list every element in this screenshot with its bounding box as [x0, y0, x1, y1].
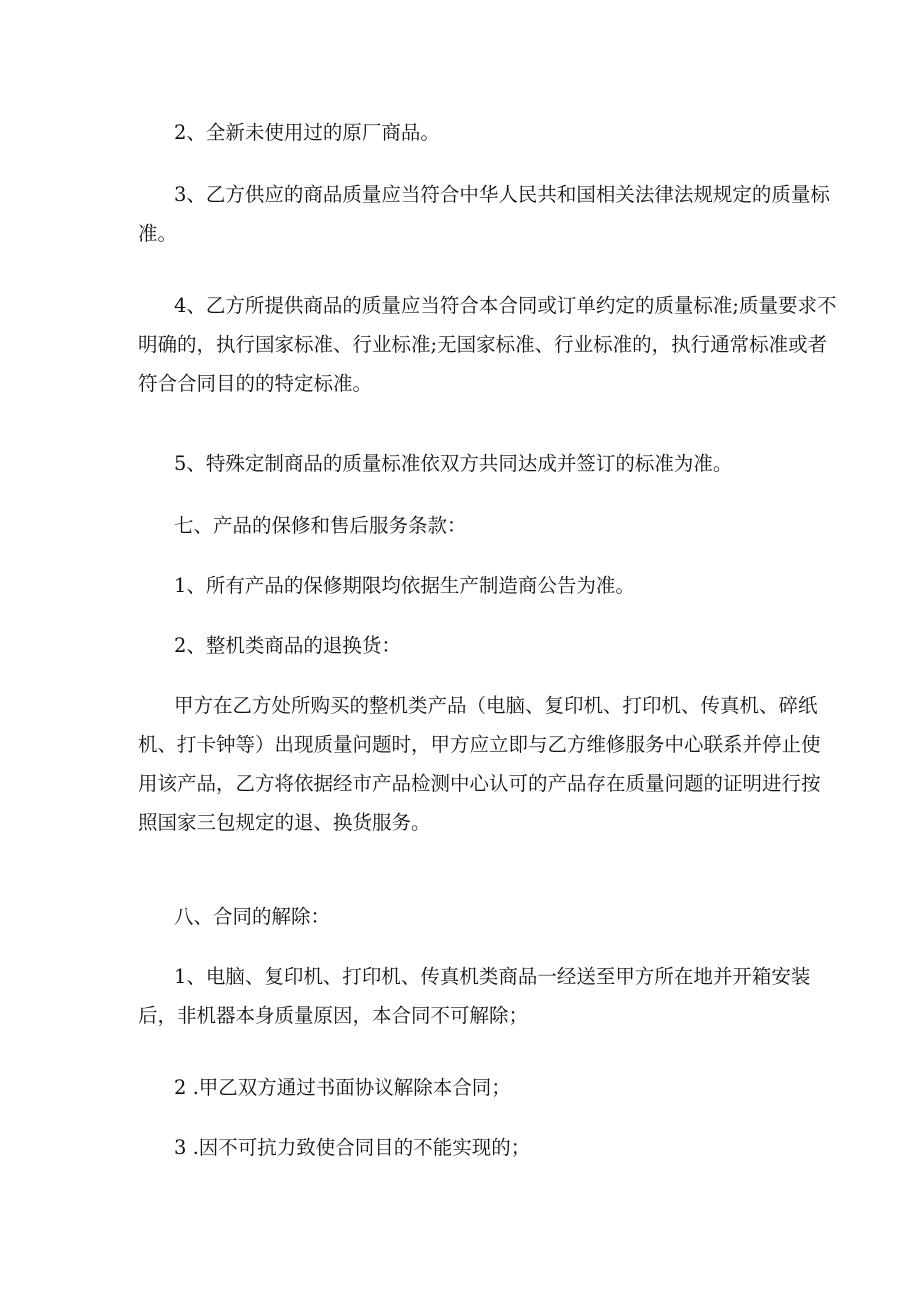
paragraph-return-exchange-body: 甲方在乙方处所购买的整机类产品（电脑、复印机、打印机、传真机、碎纸机、打卡钟等）出现质量问题时，甲方应立即与乙方维修服务中心联系并停止使用该产品，乙方将依据经市产品检测中心认可的产品存在质量问题的证明进行按照国家三包规定的退、换货服务。 — [138, 694, 821, 834]
section-heading-termination: 八、合同的解除： — [174, 905, 331, 928]
paragraph-termination-1: 1、电脑、复印机、打印机、传真机类商品一经送至甲方所在地并开箱安装后，非机器本身质量原因，本合同不可解除； — [138, 965, 811, 1027]
paragraph-item-5-custom-goods: 5、特殊定制商品的质量标准依双方共同达成并签订的标准为准。 — [174, 452, 733, 475]
paragraph-warranty-period: 1、所有产品的保修期限均依据生产制造商公告为准。 — [174, 574, 635, 597]
paragraph-item-2-new-goods: 2、全新未使用过的原厂商品。 — [174, 121, 440, 144]
paragraph-item-4-quality-standard: 4、乙方所提供商品的质量应当符合本合同或订单约定的质量标准;质量要求不明确的，执行国家标准、行业标准;无国家标准、行业标准的，执行通常标准或者符合合同目的的特定标准。 — [138, 294, 837, 395]
paragraph-return-exchange-title: 2、整机类商品的退换货： — [174, 634, 401, 657]
section-heading-warranty: 七、产品的保修和售后服务条款： — [174, 514, 467, 537]
paragraph-termination-3: 3 .因不可抗力致使合同目的不能实现的； — [174, 1136, 531, 1159]
paragraph-termination-2: 2 .甲乙双方通过书面协议解除本合同； — [174, 1076, 511, 1099]
paragraph-item-3-quality-law: 3、乙方供应的商品质量应当符合中华人民共和国相关法律法规规定的质量标准。 — [138, 183, 830, 245]
